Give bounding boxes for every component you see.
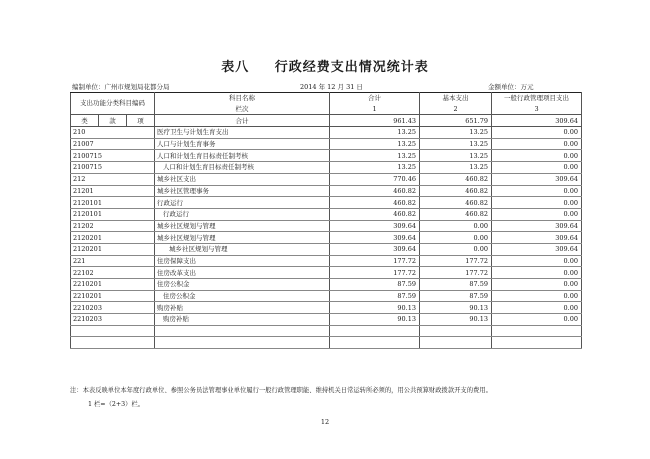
row-code: 2210201 xyxy=(71,290,155,302)
row-subject: 住房保障支出 xyxy=(155,255,330,267)
row-general: 0.00 xyxy=(492,314,582,326)
row-total: 309.64 xyxy=(330,220,420,232)
row-code: 22102 xyxy=(71,267,155,279)
compiling-unit: 编制单位：广州市规划局花都分局 xyxy=(72,83,170,91)
row-subject: 住房公积金 xyxy=(155,279,330,291)
row-code: 2120201 xyxy=(71,243,155,255)
table-row xyxy=(71,232,582,244)
row-basic xyxy=(420,337,492,349)
currency-unit: 金额单位：万元 xyxy=(488,83,534,91)
row-subject: 城乡社区支出 xyxy=(155,173,330,185)
header-kuan: 款 xyxy=(99,115,127,127)
row-code: 21007 xyxy=(71,138,155,150)
row-basic: 177.72 xyxy=(420,255,492,267)
row-subject: 人口和计划生育目标责任制考核 xyxy=(155,162,330,174)
row-total: 90.13 xyxy=(330,314,420,326)
row-code: 21202 xyxy=(71,220,155,232)
row-total: 770.46 xyxy=(330,173,420,185)
row-total: 13.25 xyxy=(330,138,420,150)
table-row xyxy=(71,220,582,232)
header-total: 合计 xyxy=(330,93,420,104)
row-subject: 城乡社区规划与管理 xyxy=(155,243,330,255)
title-main: 行政经费支出情况统计表 xyxy=(274,60,429,75)
total-row-basic: 651.79 xyxy=(420,115,492,127)
table-row xyxy=(71,197,582,209)
row-basic: 460.82 xyxy=(420,185,492,197)
row-basic: 460.82 xyxy=(420,197,492,209)
table-row xyxy=(71,208,582,220)
row-subject: 行政运行 xyxy=(155,197,330,209)
row-basic: 13.25 xyxy=(420,127,492,139)
table-row xyxy=(71,173,582,185)
row-code: 212 xyxy=(71,173,155,185)
expense-table xyxy=(70,92,582,349)
header-col-label: 栏次 xyxy=(155,104,330,115)
page-number: 12 xyxy=(320,418,330,426)
row-subject: 住房改革支出 xyxy=(155,267,330,279)
row-basic: 13.25 xyxy=(420,162,492,174)
row-general: 0.00 xyxy=(492,302,582,314)
row-total: 460.82 xyxy=(330,185,420,197)
row-subject: 医疗卫生与计划生育支出 xyxy=(155,127,330,139)
row-code: 2120101 xyxy=(71,208,155,220)
header-col1: 1 xyxy=(330,104,420,115)
footnote-formula: 1 栏=（2+3）栏。 xyxy=(88,401,145,408)
table-row xyxy=(71,325,582,337)
row-code: 2210203 xyxy=(71,314,155,326)
row-subject: 城乡社区管理事务 xyxy=(155,185,330,197)
footnote: 注：本表反映单位本年度行政单位、参照公务员法管理事业单位履行一般行政管理职能、维持机关日常运转所必须的，用公共预算财政拨款开支的费用。 xyxy=(70,387,492,394)
row-total: 309.64 xyxy=(330,243,420,255)
table-row xyxy=(71,279,582,291)
row-total: 87.59 xyxy=(330,279,420,291)
row-subject: 人口和计划生育目标责任制考核 xyxy=(155,150,330,162)
row-general: 0.00 xyxy=(492,185,582,197)
page-title xyxy=(0,56,650,75)
row-subject: 住房公积金 xyxy=(155,290,330,302)
row-total xyxy=(330,325,420,337)
row-basic: 87.59 xyxy=(420,290,492,302)
row-total: 90.13 xyxy=(330,302,420,314)
header-xiang: 项 xyxy=(127,115,155,127)
row-total: 87.59 xyxy=(330,290,420,302)
row-total: 13.25 xyxy=(330,150,420,162)
row-basic: 460.82 xyxy=(420,173,492,185)
row-basic: 90.13 xyxy=(420,314,492,326)
header-code-group: 支出功能分类科目编码 xyxy=(71,93,155,115)
row-general: 0.00 xyxy=(492,255,582,267)
total-row-label: 合计 xyxy=(155,115,330,127)
row-subject: 人口与计划生育事务 xyxy=(155,138,330,150)
row-basic: 460.82 xyxy=(420,208,492,220)
table-row xyxy=(71,302,582,314)
row-general: 309.64 xyxy=(492,243,582,255)
row-basic: 0.00 xyxy=(420,232,492,244)
header-col3: 3 xyxy=(492,104,582,115)
row-code: 210 xyxy=(71,127,155,139)
title-prefix: 表八 xyxy=(221,60,250,75)
table-row xyxy=(71,290,582,302)
row-total: 460.82 xyxy=(330,197,420,209)
row-basic: 90.13 xyxy=(420,302,492,314)
table-row xyxy=(71,162,582,174)
header-general: 一般行政管理项目支出 xyxy=(492,93,582,104)
row-general: 0.00 xyxy=(492,197,582,209)
table-row xyxy=(71,255,582,267)
row-general: 0.00 xyxy=(492,279,582,291)
row-general: 0.00 xyxy=(492,150,582,162)
row-code: 21201 xyxy=(71,185,155,197)
header-lei: 类 xyxy=(71,115,99,127)
row-general: 309.64 xyxy=(492,220,582,232)
row-total: 460.82 xyxy=(330,208,420,220)
total-row-general: 309.64 xyxy=(492,115,582,127)
table-row xyxy=(71,337,582,349)
row-general: 0.00 xyxy=(492,267,582,279)
row-total: 177.72 xyxy=(330,255,420,267)
row-subject: 城乡社区规划与管理 xyxy=(155,232,330,244)
row-subject xyxy=(155,325,330,337)
table-row xyxy=(71,314,582,326)
table-row xyxy=(71,243,582,255)
table-row xyxy=(71,150,582,162)
row-basic: 13.25 xyxy=(420,150,492,162)
row-general: 0.00 xyxy=(492,162,582,174)
row-general: 309.64 xyxy=(492,173,582,185)
row-subject: 购房补贴 xyxy=(155,314,330,326)
row-total: 309.64 xyxy=(330,232,420,244)
row-subject xyxy=(155,337,330,349)
row-code xyxy=(71,337,155,349)
row-basic: 0.00 xyxy=(420,220,492,232)
row-code: 2100715 xyxy=(71,162,155,174)
header-subject: 科目名称 xyxy=(155,93,330,104)
row-general: 0.00 xyxy=(492,290,582,302)
table-row xyxy=(71,127,582,139)
header-basic: 基本支出 xyxy=(420,93,492,104)
row-total: 13.25 xyxy=(330,127,420,139)
row-basic xyxy=(420,325,492,337)
row-code: 2120101 xyxy=(71,197,155,209)
row-general: 0.00 xyxy=(492,208,582,220)
row-basic: 177.72 xyxy=(420,267,492,279)
report-date: 2014 年 12 月 31 日 xyxy=(300,83,363,91)
row-total: 177.72 xyxy=(330,267,420,279)
row-code: 2210203 xyxy=(71,302,155,314)
row-subject: 城乡社区规划与管理 xyxy=(155,220,330,232)
row-subject: 行政运行 xyxy=(155,208,330,220)
table-row xyxy=(71,267,582,279)
row-general: 0.00 xyxy=(492,127,582,139)
row-general: 0.00 xyxy=(492,138,582,150)
row-basic: 0.00 xyxy=(420,243,492,255)
row-code: 2100715 xyxy=(71,150,155,162)
row-basic: 13.25 xyxy=(420,138,492,150)
row-code xyxy=(71,325,155,337)
row-general xyxy=(492,325,582,337)
table-row xyxy=(71,185,582,197)
row-total: 13.25 xyxy=(330,162,420,174)
row-basic: 87.59 xyxy=(420,279,492,291)
total-row-total: 961.43 xyxy=(330,115,420,127)
row-subject: 购房补贴 xyxy=(155,302,330,314)
table-row xyxy=(71,138,582,150)
row-general: 309.64 xyxy=(492,232,582,244)
row-code: 2120201 xyxy=(71,232,155,244)
header-col2: 2 xyxy=(420,104,492,115)
row-code: 2210201 xyxy=(71,279,155,291)
row-code: 221 xyxy=(71,255,155,267)
row-total xyxy=(330,337,420,349)
row-general xyxy=(492,337,582,349)
